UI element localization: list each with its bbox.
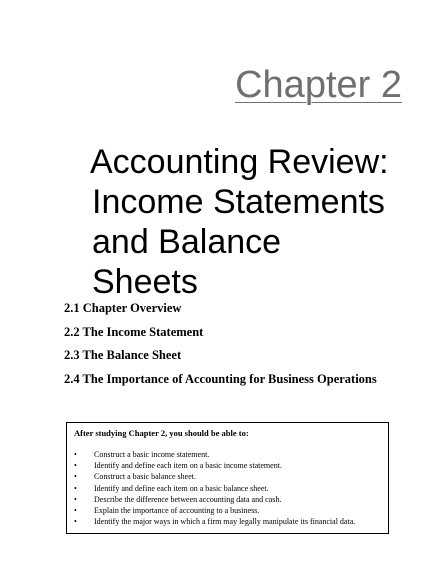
chapter-title-line: Income Statements — [92, 183, 385, 221]
bullet-icon: • — [74, 472, 77, 482]
chapter-label: Chapter 2 — [235, 64, 402, 106]
section-item-overview: 2.1 Chapter Overview — [64, 301, 182, 315]
list-item — [74, 449, 382, 460]
objective-text: Identify the major ways in which a firm may legally manipulate its financial data. — [94, 517, 356, 527]
chapter-title-line: and Balance — [92, 223, 282, 261]
objective-text: Describe the difference between accounting data and cash. — [94, 494, 282, 504]
section-list — [64, 300, 377, 394]
section-item-importance: 2.4 The Importance of Accounting for Business Operations — [64, 371, 377, 386]
bullet-icon: • — [74, 494, 77, 504]
bullet-icon: • — [74, 483, 77, 493]
learning-objectives-box — [66, 422, 389, 534]
bullet-icon: • — [74, 450, 77, 459]
section-item-balance-sheet: 2.3 The Balance Sheet — [64, 348, 182, 362]
list-item — [74, 471, 382, 482]
bullet-icon: • — [74, 506, 77, 516]
chapter-title-line: Sheets — [92, 263, 198, 301]
objective-text: Identify and define each item on a basic income statement. — [94, 461, 282, 471]
objective-text: Construct a basic balance sheet. — [94, 472, 196, 482]
list-item — [74, 460, 382, 471]
list-item — [74, 505, 382, 516]
bullet-icon: • — [74, 461, 77, 471]
objective-text: Identify and define each item on a basic balance sheet. — [94, 483, 269, 493]
list-item — [74, 516, 382, 527]
section-item-income-statement: 2.2 The Income Statement — [64, 324, 204, 339]
bullet-icon: • — [74, 517, 77, 527]
objectives-heading: After studying Chapter 2, you should be able to: — [74, 428, 249, 438]
objectives-list — [74, 449, 382, 527]
objective-text: Construct a basic income statement. — [94, 450, 210, 459]
chapter-title — [90, 142, 420, 302]
list-item — [74, 494, 382, 505]
list-item — [74, 483, 382, 494]
chapter-title-line: Accounting Review: — [90, 143, 389, 181]
objective-text: Explain the importance of accounting to a business. — [94, 506, 260, 516]
